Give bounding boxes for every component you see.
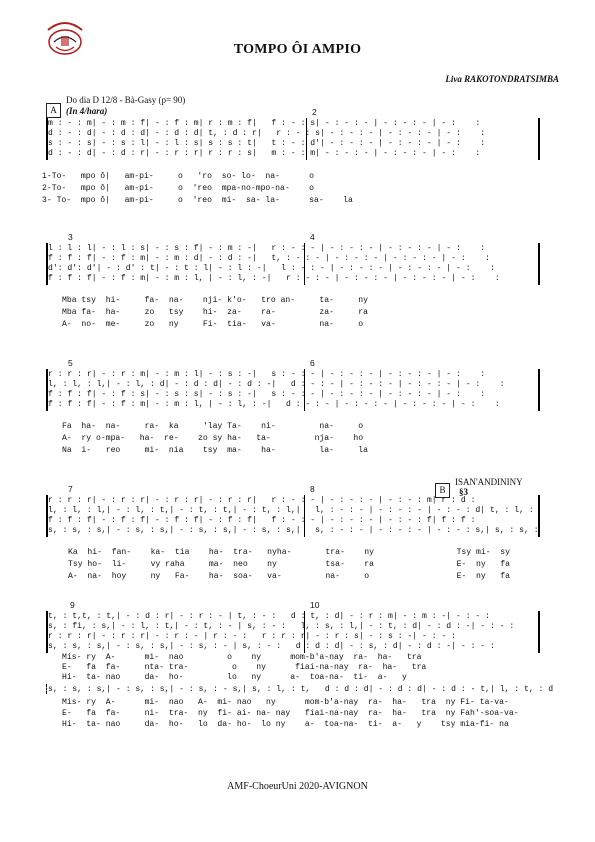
time-note: (In 4/hara) bbox=[66, 106, 108, 116]
voice-bass: f : f : f| - : f : m| - : m : l, | - : l, : -| d : - : - | - : - : - | - : - : - | - : : bbox=[48, 400, 500, 409]
voice-soprano: r : r : r| - : r : m| - : m : l| - : s : -| s : - : - | - : - : - | - : - : - | - : : bbox=[48, 370, 486, 379]
lyric-line-2: E- fa fa- nta- tra- o ny fiai-na-nay ra- ha- tra bbox=[62, 663, 427, 672]
voice-alto: s, : fi, : s,| - : l, : t,| - : t, : - | s, : - : l, : s, : l,| - : t, : d| - : d : -| - : - : bbox=[48, 622, 515, 631]
lyric-line-6: Hi- ta- nao da- ho- lo da- ho- lo ny a- toa-na- ti- a- y tsy mia-fi- na bbox=[62, 720, 509, 729]
measure-number: 3 bbox=[68, 232, 73, 242]
section-b-number: §3 bbox=[459, 487, 468, 497]
tempo-line: Do dia D 12/8 - Bà-Gasy (p= 90) bbox=[66, 95, 186, 105]
voice-alto: l, : l, : l,| - : l, : d| - : d : d| - : d : -| d : - : - | - : - : - | - : - : - | - : : bbox=[48, 380, 505, 389]
voice-tenor: f : f : f| - : f : f| - : f : f| - : f : f| f : - : - | - : - : - | - : - : f| f : f : bbox=[48, 516, 476, 525]
voice-soprano: l : l : l| - : l : s| - : s : f| - : m : -| r : - : - | - : - : - | - : - : - | - : : bbox=[48, 244, 486, 253]
measure-number: 2 bbox=[312, 107, 317, 117]
lyric-line-2: 2-To- mpo ô| am-pi- o 'reo mpa-no-mpo-na- o bbox=[42, 184, 314, 193]
system-end-barline bbox=[538, 611, 540, 653]
section-b-label: ISAN'ANDININY bbox=[455, 477, 523, 487]
voice-soprano: r : r : r| - : r : r| - : r : r| - : r : r| r : - : - | - : - : - | - : - : m| r : d : bbox=[48, 496, 476, 505]
voice-tenor: d': d': d'| - : d' : t| - : t : l| - : l : -| l : - : - | - : - : - | - : - : - | - : : bbox=[48, 264, 495, 273]
lyric-line-2: Mba fa- ha- zo tsy hi- za- ra- za- ra bbox=[62, 308, 368, 317]
lyric-line-3: Hi- ta- nao da- ho- lo ny a- toa-na- ti- a- y bbox=[62, 673, 407, 682]
rehearsal-mark-b: B bbox=[435, 483, 450, 498]
composer-name: Liva RAKOTONDRATSIMBA bbox=[445, 74, 559, 84]
voice-tenor: s : - : s| - : s : l| - : l : s| s : s : t| t : - : d'| - : - : - | - : - : - | - : : bbox=[48, 139, 486, 148]
lyric-line-3: A- no- me- zo ny Fi- tia- va- na- o bbox=[62, 320, 364, 329]
voice-alto: d : - : d| - : d : d| - : d : d| t, : d : r| r : - : s| - : - : - | - : - : - | - : : bbox=[48, 129, 486, 138]
measure-number: 5 bbox=[68, 358, 73, 368]
voice-tenor: r : r : r| - : r : r| - : r : - | r : - : r : r : r| - : r : s| - : s : -| - : - : bbox=[48, 632, 456, 641]
voice-bass: s, : s, : s,| - : s, : s,| - : s, : s,| - : s, : s,| s, : - : - | - : - : - | - : - : s,| s, : s, : bbox=[48, 526, 539, 535]
measure-number: 8 bbox=[310, 484, 315, 494]
measure-number: 7 bbox=[68, 484, 73, 494]
score-system-5 bbox=[48, 600, 554, 750]
page-title: TOMPO ÔI AMPIO bbox=[233, 42, 362, 57]
lyric-line-2: Tsy ho- li- vy raha ma- neo ny tsa- ra E- ny fa bbox=[68, 560, 510, 569]
measure-number: 6 bbox=[310, 358, 315, 368]
page-footer: AMF-ChoeurUni 2020-AVIGNON bbox=[227, 781, 368, 792]
score-system-3 bbox=[48, 358, 544, 458]
measure-number: 10 bbox=[310, 600, 320, 610]
lyric-line-3: 3- To- mpo ô| am-pi- o 'reo mi- sa- la- sa- la bbox=[42, 196, 353, 205]
lyric-line-4: Mis- ry A- mi- nao A- mi- nao ny mom-b'a-nay ra- ha- tra ny Fi- ta-va- bbox=[62, 698, 509, 707]
voice-tenor: f : f : f| - : f : s| - : s : s| - : s : -| s : - : - | - : - : - | - : - : - | - : : bbox=[48, 390, 486, 399]
voice-bass-alt: s, : s, : s,| - : s, : s,| - : s, : - s,| s, : l, : t, d : d : d| - : d : d| - : d : - t,| l, : t, : d bbox=[48, 685, 554, 694]
barline bbox=[46, 684, 47, 694]
voice-bass: d : - : d| - : d : r| - : r : r| r : r : s| m : - : m| - : - : - | - : - : - | - : : bbox=[48, 149, 481, 158]
voice-bass: s, : s, : s,| - : s, : s,| - : s, : - | s, : - : d : d : d| - : s, : d| - : d : -| - : - : bbox=[48, 642, 495, 651]
voice-bass: f : f : f| - : f : m| - : m : l, | - : l, : -| r : - : - | - : - : - | - : - : - | - : : bbox=[48, 274, 500, 283]
lyric-line-3: Na i- reo mi- nia tsy ma- ha- la- la bbox=[62, 446, 368, 455]
voice-soprano: t, : t,t, : t,| - : d : r| - : r : - | t, : - : d : t, : d| - : r : m| - : m : -| - : - : bbox=[48, 612, 490, 621]
measure-number: 9 bbox=[70, 600, 75, 610]
voice-alto: f : f : f| - : f : m| - : m : d| - : d : -| t, : - : - | - : - : - | - : - : - | - : : bbox=[48, 254, 490, 263]
system-end-barline bbox=[538, 118, 540, 160]
system-end-barline bbox=[538, 243, 540, 285]
lyric-line-2: A- ry o-mpa- ha- re- zo sy ha- ta- nja- ho bbox=[62, 434, 364, 443]
lyric-line-5: E- fa fa- ni- tra- ny fi- ai- na- nay fiai-na-nay ra- ha- tra ny Fah'-soa-va- bbox=[62, 709, 519, 718]
lyric-line-1: Ka hi- fan- ka- tia ha- tra- nyha- tra- ny Tsy mi- sy bbox=[68, 548, 510, 557]
lyric-line-1: Mba tsy hi- fa- na- nji- k'o- tro an- ta- ny bbox=[62, 296, 368, 305]
lyric-line-1: 1-To- mpo ô| am-pi- o 'ro so- lo- na- o bbox=[42, 172, 314, 181]
lyric-line-1: Fa ha- na- ra- ka 'lay Ta- ni- na- o bbox=[62, 422, 364, 431]
lyric-line-1: Mis- ry A- mi- nao o ny mom-b'a-nay ra- ha- tra bbox=[62, 653, 422, 662]
voice-soprano: m : - : m| - : m : f| - : f : m| r : m : f| f : - : s| - : - : - | - : - : - | - : : bbox=[48, 119, 481, 128]
system-end-barline bbox=[538, 369, 540, 411]
score-system-2 bbox=[48, 232, 544, 332]
score-system-1 bbox=[42, 107, 544, 214]
measure-number: 4 bbox=[310, 232, 315, 242]
score-system-4 bbox=[48, 484, 544, 584]
voice-alto: l, : l, : l,| - : l, : t,| - : t, : t,| - : t, : l,| l, : - : - | - : - : - | - : - : d| t, : l, : bbox=[48, 506, 534, 515]
lyric-line-3: A- na- hoy ny Fa- ha- soa- va- na- o E- ny fa bbox=[68, 572, 510, 581]
rehearsal-mark-a: A bbox=[46, 103, 61, 118]
